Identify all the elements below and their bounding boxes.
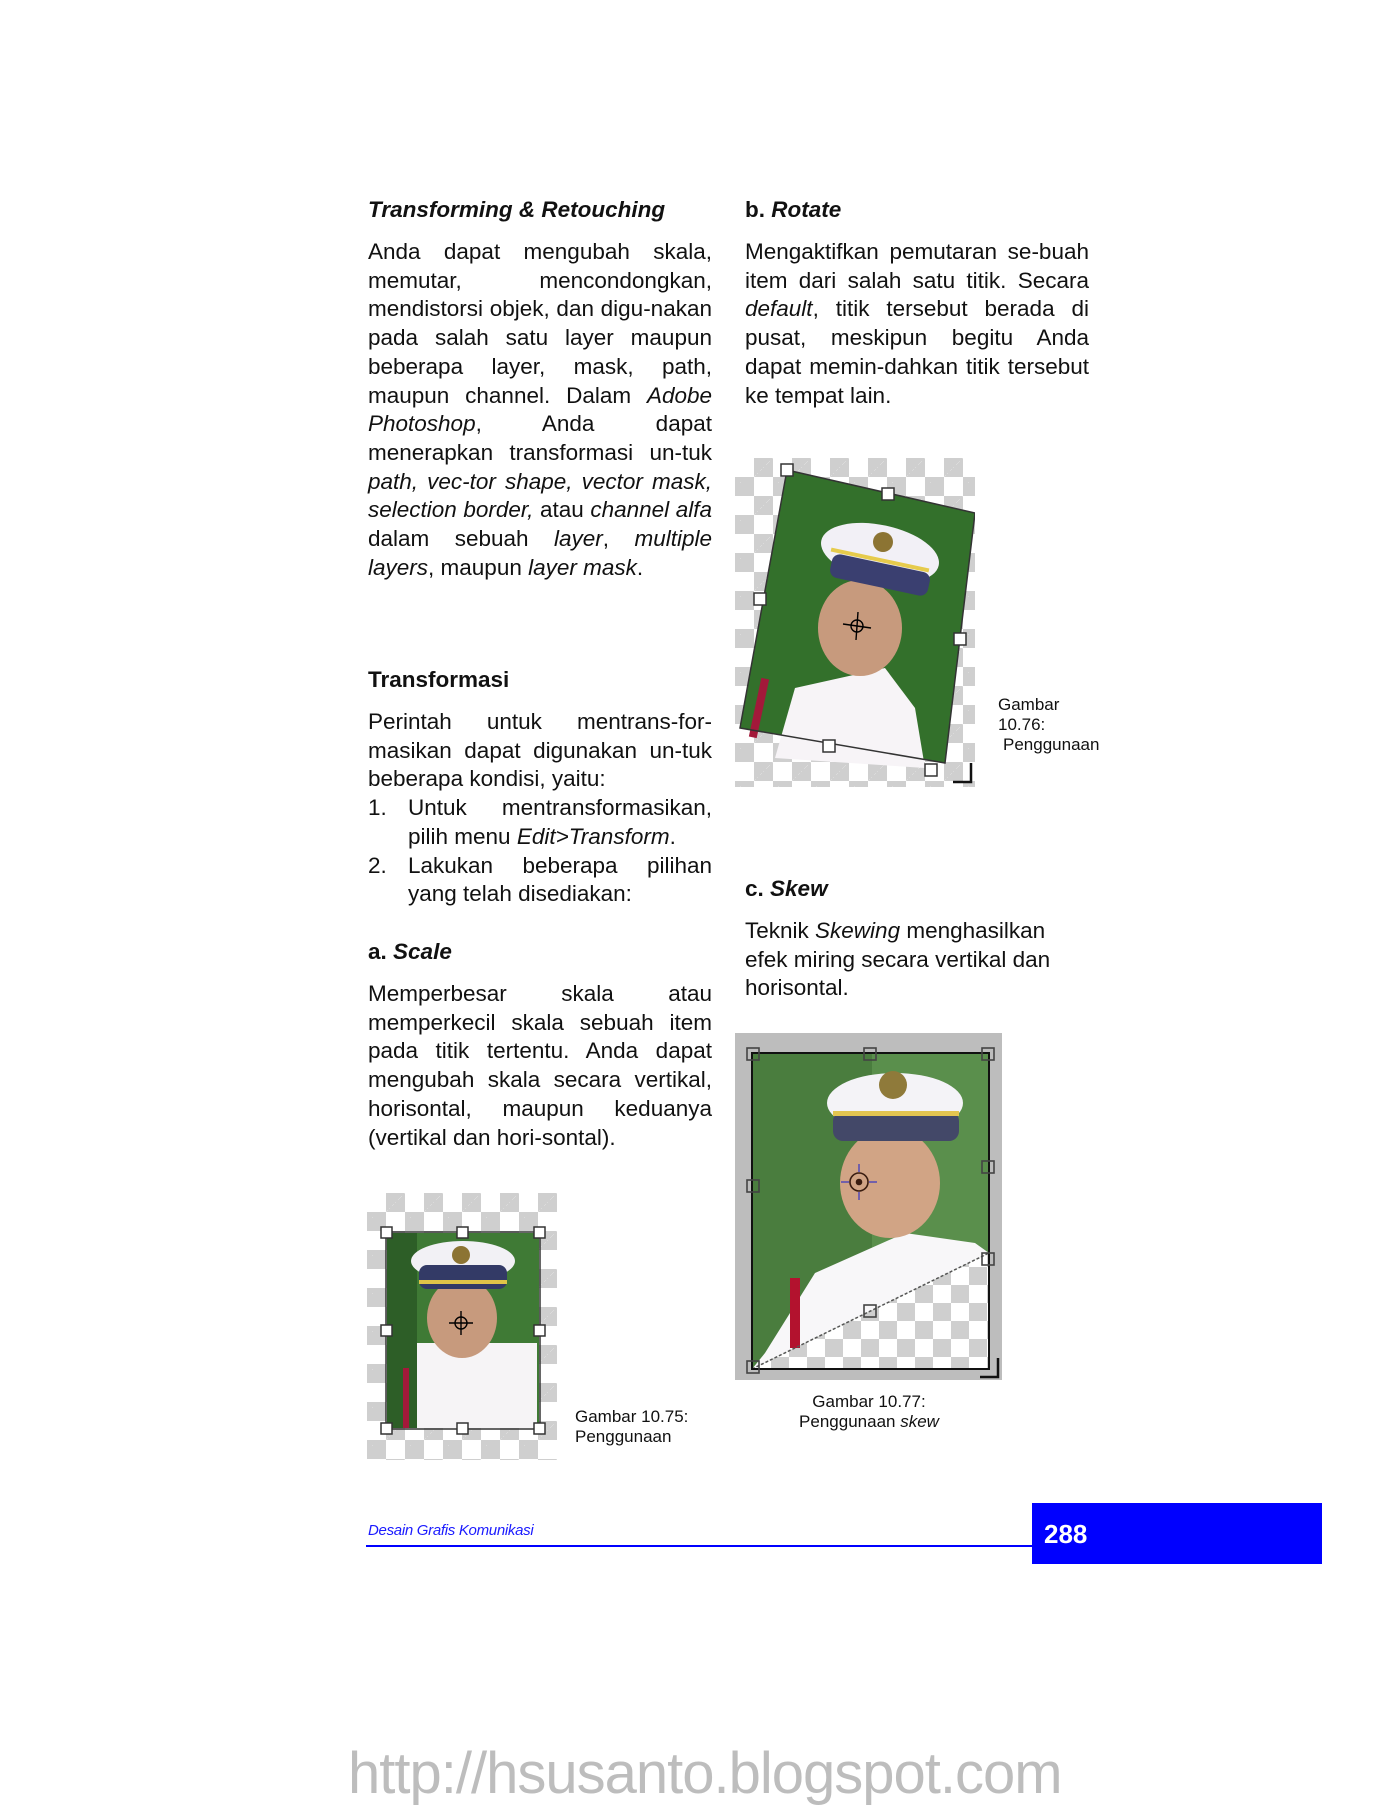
- step-suffix: .: [669, 823, 676, 849]
- step-item: [368, 852, 712, 909]
- scale-prefix: a.: [368, 939, 394, 964]
- intro-text: , maupun: [428, 554, 529, 580]
- rotate-body: [745, 238, 1089, 410]
- intro-italic-term: multiple layers: [368, 526, 712, 580]
- rotate-prefix: b.: [745, 197, 772, 222]
- skew-figure-caption: [760, 1392, 978, 1432]
- skew-body-italic: Skewing: [815, 918, 901, 943]
- step-number: 2.: [368, 852, 387, 878]
- left-column: [368, 196, 712, 582]
- scale-figure-caption: [575, 1407, 688, 1447]
- skew-title: Skew: [770, 876, 828, 901]
- intro-italic-term: Adobe Photoshop: [368, 382, 712, 437]
- skew-body-text: menghasilkan efek miring secara vertikal dan horisontal.: [745, 918, 1051, 1001]
- intro-text: Anda dapat mengubah skala, memutar, mencondongkan, mendistorsi objek, dan digu-nakan pada salah satu layer maupun beberapa layer, mask, path, maupun channel. Dalam: [368, 239, 712, 408]
- intro-italic-term: path, vec-tor shape, vector mask, selection border,: [368, 468, 712, 523]
- caption-italic: skew: [900, 1412, 939, 1431]
- caption-line: Penggunaan: [1003, 735, 1100, 754]
- rotate-heading: [745, 196, 1089, 224]
- rotate-figure: [735, 458, 975, 787]
- scale-body: Memperbesar skala atau memperkecil skala sebuah item pada titik tertentu. Anda dapat mengubah skala secara vertikal, horisontal, maupun keduanya (vertikal dan hori-sontal).: [368, 981, 712, 1150]
- intro-text: , Anda dapat menerapkan transformasi un-tuk: [368, 411, 712, 465]
- page-number-box: [1032, 1503, 1322, 1564]
- skew-figure: [735, 1033, 1002, 1380]
- scale-title: Scale: [393, 939, 452, 964]
- rotate-body-text: , titik tersebut berada di pusat, meskipun begitu Anda dapat memin-dahkan titik tersebut ke tempat lain.: [745, 296, 1089, 408]
- caption-line: Gambar 10.77:: [812, 1392, 926, 1411]
- scale-section: [368, 938, 712, 1152]
- intro-paragraph: [368, 238, 712, 582]
- step-text: Lakukan beberapa pilihan yang telah disediakan:: [408, 852, 712, 907]
- section-heading: Transformasi: [368, 667, 510, 692]
- book-title: Desain Grafis Komunikasi: [368, 1522, 534, 1539]
- intro-text: dalam sebuah: [368, 526, 554, 552]
- steps-list: [368, 794, 712, 909]
- caption-line: [760, 1412, 978, 1432]
- footer-rule: [366, 1545, 1033, 1547]
- rotate-body-text: Mengaktifkan pemutaran se-buah item dari salah satu titik. Secara: [745, 239, 1089, 293]
- chapter-heading: Transforming & Retouching: [368, 197, 666, 222]
- skew-prefix: c.: [745, 876, 771, 901]
- intro-italic-term: layer mask: [528, 554, 637, 580]
- menu-path: Edit>Transform: [516, 823, 670, 849]
- scale-figure: [367, 1193, 557, 1460]
- step-number: 1.: [368, 795, 387, 821]
- skew-section: [745, 875, 1089, 1003]
- rotate-title: Rotate: [771, 197, 842, 222]
- skew-heading: [745, 875, 1089, 903]
- intro-text: atau: [533, 497, 591, 523]
- scale-heading: [368, 938, 712, 966]
- caption-text: Penggunaan: [799, 1412, 901, 1431]
- scale-photo: [367, 1193, 557, 1460]
- rotate-photo: [735, 458, 975, 787]
- rotate-figure-caption: [998, 695, 1099, 755]
- skew-photo: [735, 1033, 1002, 1380]
- step-item: [368, 794, 712, 851]
- skew-body: [745, 917, 1089, 1003]
- watermark: http://hsusanto.blogspot.com: [348, 1741, 1062, 1806]
- transformasi-section: [368, 666, 712, 909]
- rotate-body-italic: default: [745, 296, 813, 322]
- intro-italic-term: channel alfa: [590, 497, 712, 523]
- caption-line: Penggunaan: [575, 1427, 672, 1446]
- step-text: Untuk mentransformasikan, pilih menu: [408, 795, 712, 849]
- caption-line: 10.76:: [998, 715, 1046, 734]
- page-number: 288: [1044, 1519, 1088, 1549]
- section-intro: Perintah untuk mentrans-for-masikan dapat digunakan un-tuk beberapa kondisi, yaitu:: [368, 709, 712, 792]
- intro-italic-term: layer: [553, 526, 603, 552]
- intro-text: .: [636, 554, 644, 580]
- intro-text: ,: [602, 526, 635, 552]
- rotate-section: [745, 196, 1089, 410]
- caption-line: Gambar: [998, 695, 1060, 714]
- skew-body-text: Teknik: [745, 918, 816, 943]
- caption-line: Gambar 10.75:: [575, 1407, 689, 1426]
